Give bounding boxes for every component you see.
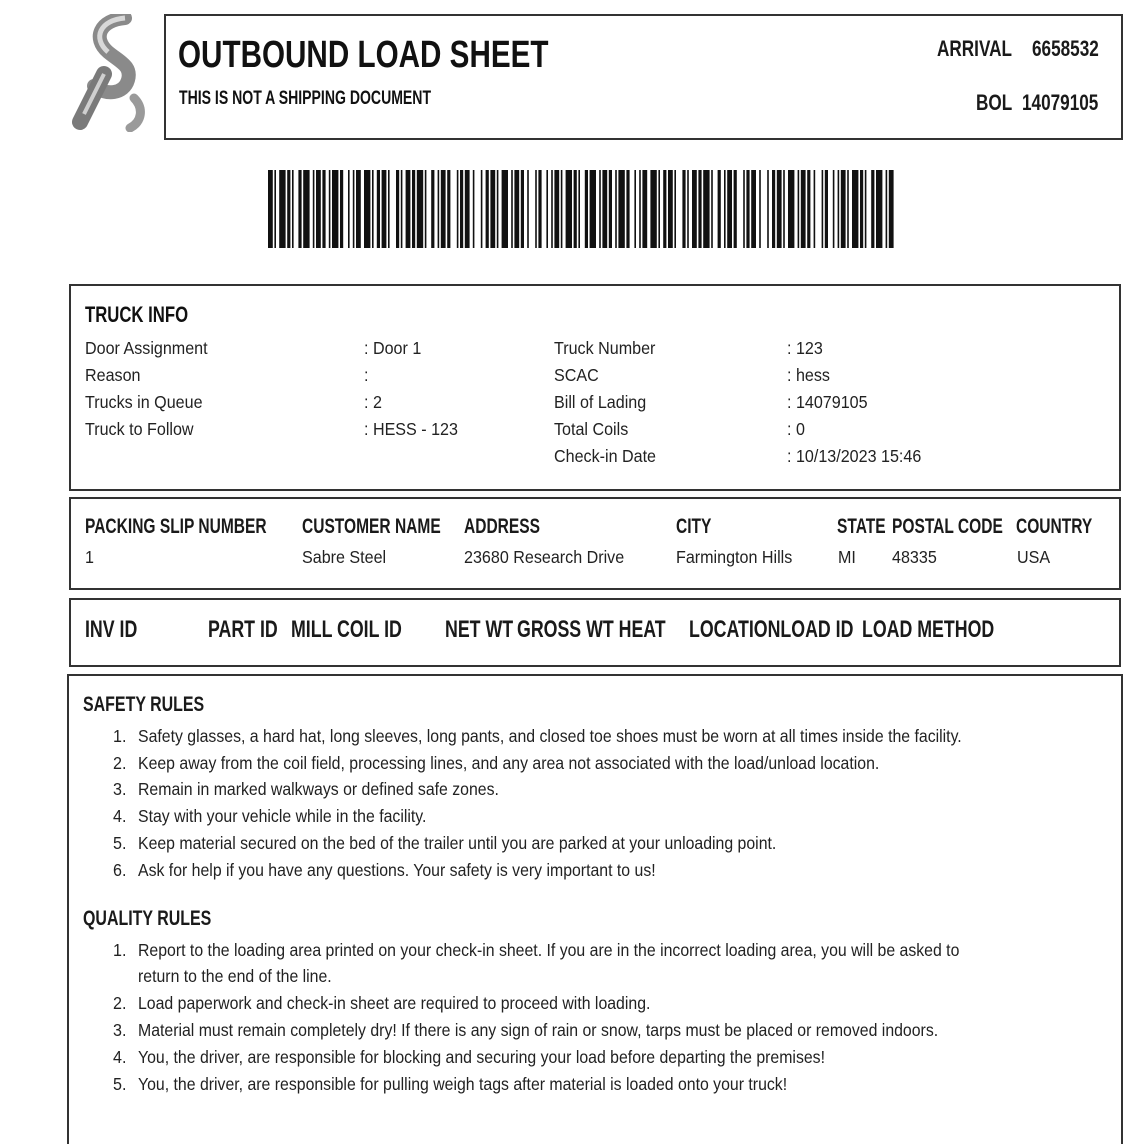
barcode-bar xyxy=(481,170,483,248)
column-header: PACKING SLIP NUMBER xyxy=(85,515,267,538)
column-header: LOAD METHOD xyxy=(862,616,995,643)
barcode-bar xyxy=(388,170,390,248)
barcode-bar xyxy=(412,170,415,248)
truck-info-label: Door Assignment xyxy=(85,338,208,358)
table-cell: USA xyxy=(1017,547,1051,567)
barcode-bar xyxy=(268,170,273,248)
page-subtitle: THIS IS NOT A SHIPPING DOCUMENT xyxy=(179,88,432,109)
truck-info-value: : 123 xyxy=(787,338,823,358)
barcode-bar xyxy=(298,170,301,248)
barcode-bar xyxy=(406,170,411,248)
barcode-bar xyxy=(364,170,370,248)
barcode-bar xyxy=(668,170,673,248)
barcode-bar xyxy=(279,170,285,248)
truck-info-label: Truck to Follow xyxy=(85,419,194,439)
safety-rules-heading: SAFETY RULES xyxy=(83,693,205,716)
bol-label: BOL xyxy=(976,90,1013,115)
barcode-bar xyxy=(353,170,355,248)
barcode-bar xyxy=(490,170,495,248)
barcode-bar xyxy=(751,170,756,248)
truck-info-value: : 14079105 xyxy=(787,392,868,412)
list-item-number: 4. xyxy=(113,1047,127,1067)
barcode-bar xyxy=(609,170,612,248)
list-item-number: 1. xyxy=(113,940,127,960)
column-header: INV ID xyxy=(85,616,138,643)
barcode-bar xyxy=(798,170,800,248)
column-header: PART ID xyxy=(208,616,278,643)
list-item-number: 4. xyxy=(113,806,127,826)
column-header: LOCATIONLOAD ID xyxy=(689,616,854,643)
barcode-bar xyxy=(585,170,588,248)
truck-info-value: : hess xyxy=(787,365,830,385)
barcode-bar xyxy=(788,170,794,248)
truck-info-value: : HESS - 123 xyxy=(364,419,458,439)
barcode-bar xyxy=(847,170,849,248)
safety-rule: Remain in marked walkways or defined safe zones. xyxy=(138,779,499,799)
barcode-bar xyxy=(511,170,513,248)
truck-info-label: Truck Number xyxy=(554,338,656,358)
barcode-bar xyxy=(833,170,835,248)
safety-rule: Stay with your vehicle while in the facility. xyxy=(138,806,427,826)
quality-rule: Report to the loading area printed on your check-in sheet. If you are in the incorrect loading area, you will be asked to xyxy=(138,940,960,960)
barcode-bar xyxy=(313,170,315,248)
barcode-bar xyxy=(486,170,489,248)
barcode-bar xyxy=(316,170,321,248)
list-item-number: 2. xyxy=(113,993,127,1013)
barcode-bar xyxy=(514,170,519,248)
quality-rules-heading: QUALITY RULES xyxy=(83,907,212,930)
barcode-bar xyxy=(743,170,745,248)
barcode-bar xyxy=(457,170,459,248)
barcode-bar xyxy=(687,170,689,248)
barcode-bar xyxy=(538,170,541,248)
barcode-bar xyxy=(865,170,867,248)
barcode-bar xyxy=(860,170,863,248)
list-item-number: 2. xyxy=(113,753,127,773)
safety-rule: Keep material secured on the bed of the trailer until you are parked at your unloading point. xyxy=(138,833,777,853)
barcode-bar xyxy=(825,170,828,248)
quality-rule: You, the driver, are responsible for blocking and securing your load before departing the premises! xyxy=(138,1047,826,1067)
barcode-bar xyxy=(772,170,775,248)
barcode-bar xyxy=(822,170,824,248)
barcode-bar xyxy=(356,170,361,248)
barcode-bar xyxy=(535,170,537,248)
barcode-bar xyxy=(578,170,580,248)
truck-info-heading: TRUCK INFO xyxy=(85,302,189,327)
arrival-value: 6658532 xyxy=(1032,36,1099,61)
barcode-bar xyxy=(425,170,427,248)
barcode-bar xyxy=(438,170,440,248)
table-cell: 1 xyxy=(85,547,94,567)
barcode-bar xyxy=(521,170,524,248)
barcode-bar xyxy=(554,170,559,248)
table-cell: Farmington Hills xyxy=(676,547,793,567)
packing-slip-section xyxy=(69,497,1121,590)
list-item-number: 6. xyxy=(113,860,127,880)
barcode-bar xyxy=(274,170,276,248)
safety-rule: Keep away from the coil field, processing lines, and any area not associated with the load/unload location. xyxy=(138,753,880,773)
barcode-bar xyxy=(287,170,290,248)
barcode-bar xyxy=(329,170,331,248)
barcode-bar xyxy=(332,170,338,248)
barcode-bar xyxy=(497,170,499,248)
header-box xyxy=(164,14,1123,140)
barcode-bar xyxy=(777,170,782,248)
truck-info-value: : xyxy=(364,365,369,385)
table-cell: MI xyxy=(838,547,856,567)
table-cell: Sabre Steel xyxy=(302,547,387,567)
barcode-bar xyxy=(340,170,343,248)
barcode-bar xyxy=(807,170,810,248)
truck-info-label: Total Coils xyxy=(554,419,629,439)
barcode-bar xyxy=(759,170,761,248)
barcode-bar xyxy=(783,170,785,248)
barcode-bar xyxy=(746,170,749,248)
barcode-bar xyxy=(574,170,577,248)
quality-rule-continued: return to the end of the line. xyxy=(138,966,332,986)
column-header: GROSS WT HEAT xyxy=(517,616,666,643)
barcode-bar xyxy=(527,170,529,248)
barcode-bar xyxy=(718,170,721,248)
column-header: NET WT xyxy=(445,616,514,643)
barcode-bar xyxy=(502,170,508,248)
barcode-bar xyxy=(602,170,607,248)
truck-info-label: Reason xyxy=(85,365,141,385)
barcode-bar xyxy=(441,170,446,248)
barcode-bar xyxy=(566,170,572,248)
barcode-bar xyxy=(650,170,656,248)
barcode-bar xyxy=(590,170,596,248)
barcode-bar xyxy=(642,170,647,248)
barcode-bar xyxy=(303,170,309,248)
barcode-bar xyxy=(377,170,380,248)
barcode-bar xyxy=(838,170,840,248)
barcode-bar xyxy=(473,170,475,248)
barcode-bar xyxy=(615,170,617,248)
company-logo xyxy=(70,14,162,132)
barcode-bar xyxy=(734,170,737,248)
table-cell: 48335 xyxy=(892,547,937,567)
quality-rule: Load paperwork and check-in sheet are required to proceed with loading. xyxy=(138,993,651,1013)
quality-rule: You, the driver, are responsible for pulling weigh tags after material is loaded onto your truck! xyxy=(138,1074,788,1094)
barcode-bar xyxy=(465,170,470,248)
barcode-bar xyxy=(618,170,624,248)
barcode-bar xyxy=(682,170,685,248)
barcode-bar xyxy=(396,170,399,248)
column-header: ADDRESS xyxy=(464,515,540,538)
truck-info-value: : 0 xyxy=(787,419,805,439)
barcode-bar xyxy=(401,170,403,248)
barcode-bar xyxy=(692,170,697,248)
safety-rule: Ask for help if you have any questions. Your safety is very important to us! xyxy=(138,860,656,880)
barcode-bar xyxy=(674,170,676,248)
barcode-bar xyxy=(658,170,660,248)
column-header: CUSTOMER NAME xyxy=(302,515,441,538)
truck-info-label: Trucks in Queue xyxy=(85,392,203,412)
barcode-bar xyxy=(382,170,387,248)
truck-info-value: : Door 1 xyxy=(364,338,422,358)
barcode xyxy=(266,170,896,248)
truck-info-label: Check-in Date xyxy=(554,446,657,466)
page-title: OUTBOUND LOAD SHEET xyxy=(178,34,549,76)
barcode-bar xyxy=(767,170,769,248)
barcode-bar xyxy=(639,170,641,248)
barcode-bar xyxy=(876,170,882,248)
barcode-bar xyxy=(417,170,423,248)
barcode-bar xyxy=(801,170,806,248)
barcode-bar xyxy=(634,170,636,248)
table-cell: 23680 Research Drive xyxy=(464,547,625,567)
safety-rule: Safety glasses, a hard hat, long sleeves, long pants, and closed toe shoes must be worn at all times inside the facility. xyxy=(138,726,962,746)
list-item-number: 3. xyxy=(113,1020,127,1040)
barcode-bar xyxy=(663,170,666,248)
barcode-bar xyxy=(431,170,434,248)
barcode-bar xyxy=(852,170,858,248)
list-item-number: 5. xyxy=(113,833,127,853)
barcode-bar xyxy=(322,170,325,248)
barcode-bar xyxy=(886,170,888,248)
list-item-number: 5. xyxy=(113,1074,127,1094)
barcode-bar xyxy=(561,170,563,248)
list-item-number: 3. xyxy=(113,779,127,799)
barcode-bar xyxy=(447,170,450,248)
column-header: COUNTRY xyxy=(1016,515,1093,538)
barcode-bar xyxy=(698,170,701,248)
truck-info-value: : 2 xyxy=(364,392,382,412)
column-header: STATE xyxy=(837,515,886,538)
barcode-bar xyxy=(814,170,816,248)
barcode-bar xyxy=(711,170,713,248)
barcode-bar xyxy=(599,170,601,248)
barcode-bar xyxy=(841,170,846,248)
barcode-bar xyxy=(551,170,553,248)
barcode-bar xyxy=(871,170,874,248)
truck-info-value: : 10/13/2023 15:46 xyxy=(787,446,922,466)
barcode-bar xyxy=(703,170,709,248)
list-item-number: 1. xyxy=(113,726,127,746)
barcode-bar xyxy=(460,170,463,248)
barcode-bar xyxy=(889,170,894,248)
truck-info-label: Bill of Lading xyxy=(554,392,647,412)
arrival-label: ARRIVAL xyxy=(937,36,1013,61)
column-header: MILL COIL ID xyxy=(291,616,402,643)
bol-value: 14079105 xyxy=(1022,90,1099,115)
barcode-bar xyxy=(626,170,629,248)
barcode-bar xyxy=(724,170,726,248)
barcode-bar xyxy=(727,170,732,248)
barcode-bar xyxy=(348,170,350,248)
quality-rule: Material must remain completely dry! If there is any sign of rain or snow, tarps must be placed or removed indoors. xyxy=(138,1020,939,1040)
column-header: POSTAL CODE xyxy=(892,515,1003,538)
barcode-bar xyxy=(546,170,548,248)
barcode-bar xyxy=(292,170,294,248)
barcode-bar xyxy=(372,170,374,248)
truck-info-label: SCAC xyxy=(554,365,599,385)
column-header: CITY xyxy=(676,515,712,538)
